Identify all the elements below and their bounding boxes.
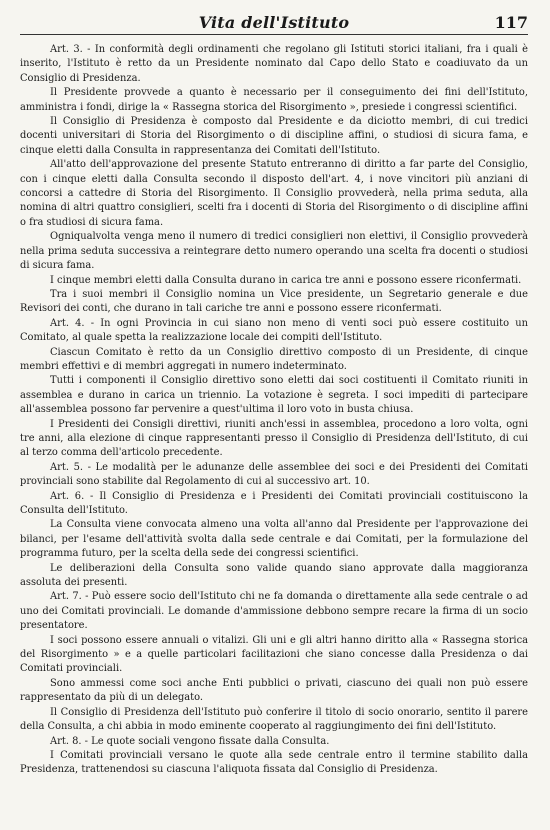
paragraph-art6: Art. 6. - Il Consiglio di Presidenza e i Presidenti dei Comitati provinciali costituiscono la Consulta dell'Istituto.: [20, 490, 528, 516]
paragraph-art4: Art. 4. - In ogni Provincia in cui siano non meno di venti soci può essere costituito un Comitato, al quale spetta la realizzazione locale dei compiti dell'Istituto.: [20, 317, 528, 344]
paragraph: Sono ammessi come soci anche Enti pubblici o privati, ciascuno dei quali non può essere rappresentato da più di un delegato.: [20, 677, 528, 704]
paragraph: Il Presidente provvede a quanto è necessario per il conseguimento dei fini dell'Istituto, amministra i fondi, dirige la « Rassegna storica del Risorgimento », presiede i congressi scientifici.: [20, 87, 528, 113]
paragraph: I soci possono essere annuali o vitalizi. Gli uni e gli altri hanno diritto alla « Rassegna storica del Risorgimento » e a quelle particolari facilitazioni che siano concesse dalla Presidenza o dai Comitati provinciali.: [20, 634, 528, 675]
paragraph: I Presidenti dei Consigli direttivi, riuniti anch'essi in assemblea, procedono a loro volta, ogni tre anni, alla elezione di cinque rappresentanti presso il Consiglio di Presidenza dell'Istituto, di cui al terzo comma dell'articolo precedente.: [20, 418, 528, 459]
document-body: [20, 43, 528, 778]
paragraph-art8: Art. 8. - Le quote sociali vengono fissate dalla Consulta.: [50, 735, 330, 747]
paragraph: Tutti i componenti il Consiglio direttivo sono eletti dai soci costituenti il Comitato riuniti in assemblea e durano in carica un triennio. La votazione è segreta. I soci impediti di partecipare all'assemblea possono far pervenire a quest'ultima il loro voto in busta chiusa.: [20, 375, 528, 416]
paragraph: Ogniqualvolta venga meno il numero di tredici consiglieri non elettivi, il Consiglio provvederà nella prima seduta successiva a reintegrare detto numero operando una scelta fra docenti o studiosi di sicura fama.: [20, 231, 528, 272]
paragraph: Il Consiglio di Presidenza dell'Istituto può conferire il titolo di socio onorario, sentito il parere della Consulta, a chi abbia in modo eminente cooperato al raggiungimento dei fini dell'Istituto.: [20, 706, 528, 733]
paragraph: Le deliberazioni della Consulta sono valide quando siano approvate dalla maggioranza assoluta dei presenti.: [20, 562, 528, 589]
page-number: 117: [494, 13, 528, 32]
paragraph: Ciascun Comitato è retto da un Consiglio direttivo composto di un Presidente, di cinque membri effettivi e di membri aggregati in numero indeterminato.: [20, 346, 528, 372]
paragraph-art7: Art. 7. - Può essere socio dell'Istituto chi ne fa domanda o direttamente alla sede centrale o ad uno dei Comitati provinciali. Le domande d'ammissione debbono sempre recare la firma di un socio presentatore.: [20, 591, 528, 632]
paragraph-art5: Art. 5. - Le modalità per le adunanze delle assemblee dei soci e dei Presidenti dei Comitati provinciali sono stabilite dal Regolamento di cui al successivo art. 10.: [20, 461, 528, 488]
paragraph: La Consulta viene convocata almeno una volta all'anno dal Presidente per l'approvazione dei bilanci, per l'esame dell'attività svolta dalla sede centrale e dai Comitati, per la formulazione del programma futuro, per la scelta della sede dei congressi scientifici.: [20, 519, 528, 560]
paragraph: Il Consiglio di Presidenza è composto dal Presidente e da diciotto membri, di cui tredici docenti universitari di Storia del Risorgimento o di discipline affini, o studiosi di sicura fama, e cinque eletti dalla Consulta in rappresentanza dei Comitati dell'Istituto.: [20, 116, 528, 156]
running-title: Vita dell'Istituto: [198, 13, 350, 32]
page-header: [20, 0, 528, 35]
paragraph: I Comitati provinciali versano le quote alla sede centrale entro il termine stabilito dalla Presidenza, trattenendosi su ciascuna l'aliquota fissata dal Consiglio di Presidenza.: [20, 749, 528, 776]
paragraph-art3: Art. 3. - In conformità degli ordinamenti che regolano gli Istituti storici italiani, fra i quali è inserito, l'Istituto è retto da un Presidente nominato dal Capo dello Stato e coadiuvato da un Consiglio di Presidenza.: [20, 44, 528, 84]
paragraph: All'atto dell'approvazione del presente Statuto entreranno di diritto a far parte del Consiglio, con i cinque eletti dalla Consulta secondo il disposto dell'art. 4, i nove vincitori più anziani di concorsi a cattedre di Storia del Risorgimento. Il Consiglio provvederà, nella prima seduta, alla nomina di altri quattro consiglieri, scelti fra i docenti di Storia del Risorgimento o di discipline affini o fra studiosi di sicura fama.: [20, 159, 528, 228]
paragraph: Tra i suoi membri il Consiglio nomina un Vice presidente, un Segretario generale e due Revisori dei conti, che durano in tali cariche tre anni e possono essere riconfermati.: [20, 288, 528, 315]
paragraph: I cinque membri eletti dalla Consulta durano in carica tre anni e possono essere riconfermati.: [50, 274, 522, 286]
